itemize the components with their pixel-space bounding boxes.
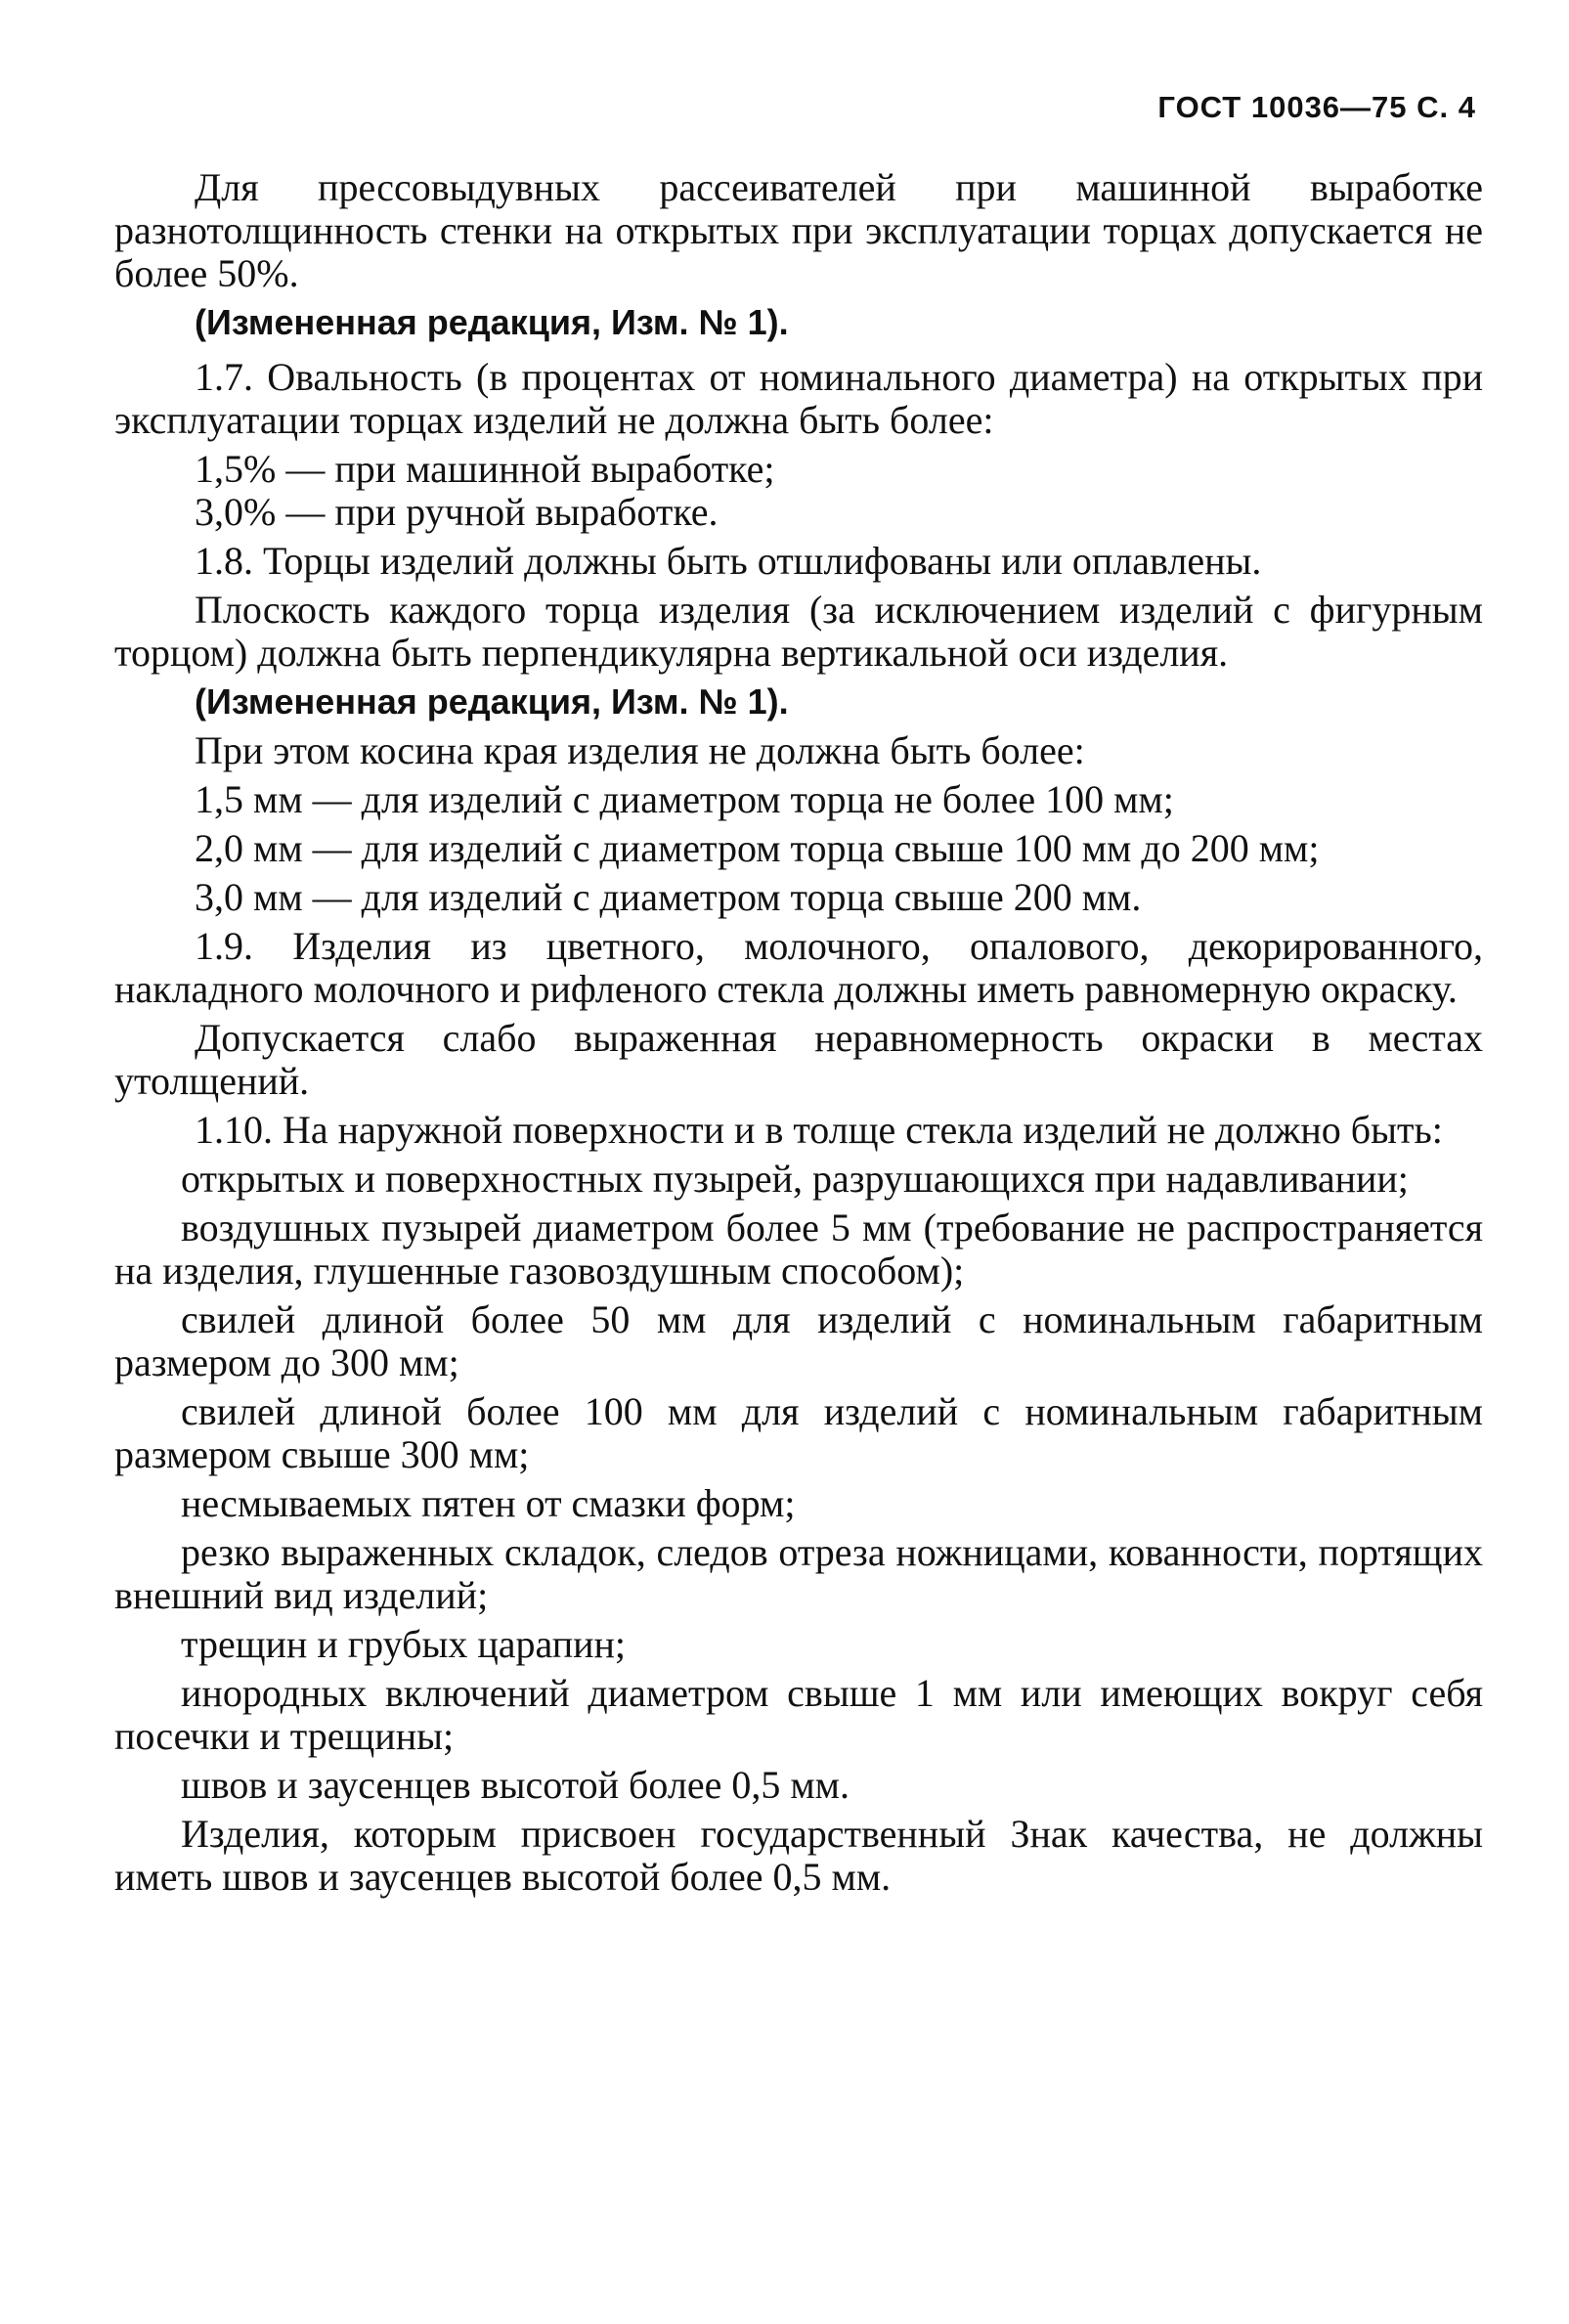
- paragraph: Для прессовыдувных рассеивателей при машинной выработке разнотолщинность стенки на открытых при эксплуатации торцах допускается не более 50%.: [114, 165, 1483, 295]
- amendment-note: (Измененная редакция, Изм. № 1).: [195, 681, 789, 722]
- list-item: 2,0 мм — для изделий с диаметром торца свыше 100 мм до 200 мм;: [195, 826, 1320, 870]
- list-item: резко выраженных складок, следов отреза ножницами, кованности, портящих внешний вид изделий;: [114, 1530, 1483, 1617]
- list-item: 3,0 мм — для изделий с диаметром торца свыше 200 мм.: [195, 875, 1142, 919]
- paragraph: Плоскость каждого торца изделия (за исключением изделий с фигурным торцом) должна быть перпендикулярна вертикальной оси изделия.: [114, 588, 1483, 675]
- clause-1-10: 1.10. На наружной поверхности и в толще стекла изделий не должно быть:: [195, 1108, 1443, 1152]
- document-body: [114, 166, 1483, 1899]
- page-header: ГОСТ 10036—75 С. 4: [1157, 90, 1476, 124]
- list-item: свилей длиной более 100 мм для изделий с номинальным габаритным размером свыше 300 мм;: [114, 1389, 1483, 1476]
- clause-1-7: 1.7. Овальность (в процентах от номинального диаметра) на открытых при эксплуатации торцах изделий не должна быть более:: [114, 355, 1483, 442]
- paragraph: Допускается слабо выраженная неравномерность окраски в местах утолщений.: [114, 1016, 1483, 1103]
- list-item: несмываемых пятен от смазки форм;: [181, 1481, 796, 1525]
- list-item: швов и заусенцев высотой более 0,5 мм.: [181, 1763, 850, 1807]
- clause-1-8: 1.8. Торцы изделий должны быть отшлифованы или оплавлены.: [195, 539, 1262, 583]
- list-item: 1,5 мм — для изделий с диаметром торца не более 100 мм;: [195, 777, 1174, 821]
- paragraph: Изделия, которым присвоен государственный Знак качества, не должны иметь швов и заусенцев высотой более 0,5 мм.: [114, 1812, 1483, 1899]
- clause-1-9: 1.9. Изделия из цветного, молочного, опалового, декорированного, накладного молочного и рифленого стекла должны иметь равномерную окраску.: [114, 924, 1483, 1011]
- list-item: 3,0% — при ручной выработке.: [195, 490, 719, 534]
- list-item: воздушных пузырей диаметром более 5 мм (требование не распространяется на изделия, глушенные газовоздушным способом);: [114, 1206, 1483, 1293]
- amendment-note: (Измененная редакция, Изм. № 1).: [195, 302, 789, 342]
- list-item: инородных включений диаметром свыше 1 мм или имеющих вокруг себя посечки и трещины;: [114, 1671, 1483, 1758]
- list-item: трещин и грубых царапин;: [181, 1622, 627, 1666]
- paragraph: При этом косина края изделия не должна быть более:: [195, 728, 1085, 772]
- list-item: 1,5% — при машинной выработке;: [195, 447, 775, 491]
- list-item: открытых и поверхностных пузырей, разрушающихся при надавливании;: [181, 1157, 1409, 1201]
- list-item: свилей длиной более 50 мм для изделий с номинальным габаритным размером до 300 мм;: [114, 1297, 1483, 1384]
